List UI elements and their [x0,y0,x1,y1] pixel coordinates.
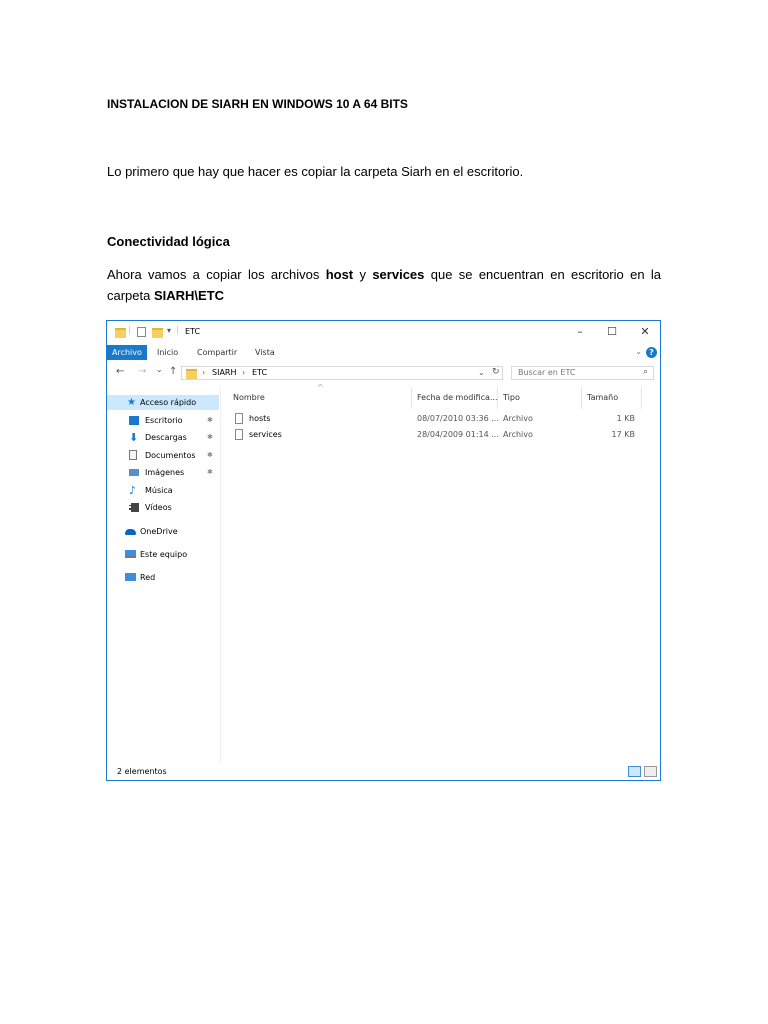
file-icon [235,429,243,440]
pin-icon[interactable]: ✱ [207,433,213,441]
sidebar-item-label: Imágenes [145,468,185,477]
ribbon-tabs [107,345,660,361]
item-count: 2 elementos [117,767,167,776]
sidebar-item-red[interactable] [107,570,219,585]
address-bar[interactable] [181,366,503,380]
bold-path: SIARH\ETC [153,288,225,303]
documents-icon [129,450,137,460]
search-box[interactable] [511,366,654,380]
sidebar-item-acceso-rapido[interactable] [107,395,219,410]
pictures-icon [129,469,139,476]
sidebar-item-videos[interactable] [107,500,219,515]
folder-icon [115,328,126,338]
expand-ribbon-icon[interactable]: ⌄ [635,347,642,356]
separator: | [128,325,131,334]
column-separator[interactable] [581,387,582,409]
column-header-name[interactable]: Nombre [233,393,265,402]
sidebar-item-label: Vídeos [145,503,172,512]
file-explorer-window [106,320,661,781]
column-header-date[interactable]: Fecha de modifica... [417,393,498,402]
up-icon[interactable]: ↑ [169,366,178,377]
pin-icon[interactable]: ✱ [207,416,213,424]
column-separator[interactable] [641,387,642,409]
file-size: 1 KB [616,414,635,423]
chevron-right-icon[interactable]: › [242,368,246,377]
sidebar-item-musica[interactable] [107,483,219,498]
section-heading: Conectividad lógica [107,234,230,249]
tab-compartir[interactable]: Compartir [197,348,238,357]
new-folder-icon[interactable] [152,328,163,338]
file-type: Archivo [503,414,533,423]
computer-icon [125,550,136,558]
videos-icon [129,503,139,512]
desktop-icon [129,416,139,425]
download-icon: ⬇ [129,431,139,444]
text-fragment: que se encuentran en escritorio en la [424,267,662,282]
forward-icon[interactable]: → [138,366,147,377]
tab-inicio[interactable]: Inicio [157,348,179,357]
sidebar-item-este-equipo[interactable] [107,547,219,562]
large-icons-view-icon[interactable] [644,766,657,777]
column-header-size[interactable]: Tamaño [587,393,619,402]
sidebar-item-documentos[interactable] [107,448,219,463]
sidebar-item-label: Este equipo [140,550,188,559]
breadcrumb-etc[interactable]: ETC [252,368,268,377]
refresh-icon[interactable]: ↻ [492,367,500,377]
table-row[interactable] [221,429,660,443]
sidebar-item-label: Red [140,573,156,582]
file-name: services [249,430,282,439]
status-bar [107,764,660,780]
address-dropdown-icon[interactable]: ⌄ [478,368,485,377]
search-input[interactable]: Buscar en ETC [518,368,576,377]
close-button[interactable]: ✕ [640,325,650,338]
file-icon [235,413,243,424]
sidebar-item-label: Descargas [145,433,187,442]
document-title: INSTALACION DE SIARH EN WINDOWS 10 A 64 BITS [107,97,408,111]
file-date: 28/04/2009 01:14 ... [417,430,499,439]
text-fragment: carpeta [107,288,154,303]
sidebar-item-label: Música [145,486,173,495]
network-icon [125,573,136,581]
file-name: hosts [249,414,271,423]
cloud-icon [125,529,136,535]
breadcrumb-siarh[interactable]: SIARH [212,368,237,377]
copy-instructions-paragraph [107,264,661,306]
text-fragment: Ahora vamos a copiar los archivos [107,267,326,282]
intro-paragraph: Lo primero que hay que hacer es copiar la carpeta Siarh en el escritorio. [107,164,524,179]
column-header-type[interactable]: Tipo [503,393,520,402]
sidebar-item-label: OneDrive [140,527,178,536]
file-type: Archivo [503,430,533,439]
back-icon[interactable]: ← [116,366,125,377]
bold-services: services [372,267,425,282]
tab-vista[interactable]: Vista [255,348,275,357]
sidebar-item-label: Escritorio [145,416,183,425]
sort-ascending-icon: ^ [317,383,324,392]
separator: | [176,325,179,334]
star-icon: ★ [127,397,136,408]
help-icon[interactable]: ? [646,347,657,358]
chevron-right-icon[interactable]: › [202,368,206,377]
table-row[interactable] [221,413,660,427]
sidebar-item-label: Acceso rápido [140,398,197,407]
file-date: 08/07/2010 03:36 ... [417,414,499,423]
tab-archivo[interactable]: Archivo [107,345,147,360]
music-icon: ♪ [129,484,137,497]
bold-host: host [325,267,354,282]
search-icon: ⌕ [642,367,648,377]
maximize-button[interactable]: ☐ [607,325,617,338]
text-fragment: y [353,267,373,282]
properties-icon[interactable] [137,327,146,337]
navigation-pane [107,387,221,762]
sidebar-item-escritorio[interactable] [107,413,219,428]
file-size: 17 KB [611,430,635,439]
file-list [221,383,660,763]
recent-locations-icon[interactable]: ⌄ [156,365,163,374]
customize-toolbar-icon[interactable]: ▾ [167,326,172,335]
minimize-button[interactable]: – [577,325,583,338]
folder-icon [186,369,197,379]
column-separator[interactable] [411,387,412,409]
sidebar-item-onedrive[interactable] [107,524,219,539]
pin-icon[interactable]: ✱ [207,468,213,476]
pin-icon[interactable]: ✱ [207,451,213,459]
sidebar-item-descargas[interactable] [107,430,219,445]
details-view-icon[interactable] [628,766,641,777]
sidebar-item-imagenes[interactable] [107,465,219,480]
title-bar [107,321,660,345]
navigation-bar [107,362,660,384]
window-title: ETC [185,327,201,336]
sidebar-item-label: Documentos [145,451,196,460]
column-separator[interactable] [497,387,498,409]
